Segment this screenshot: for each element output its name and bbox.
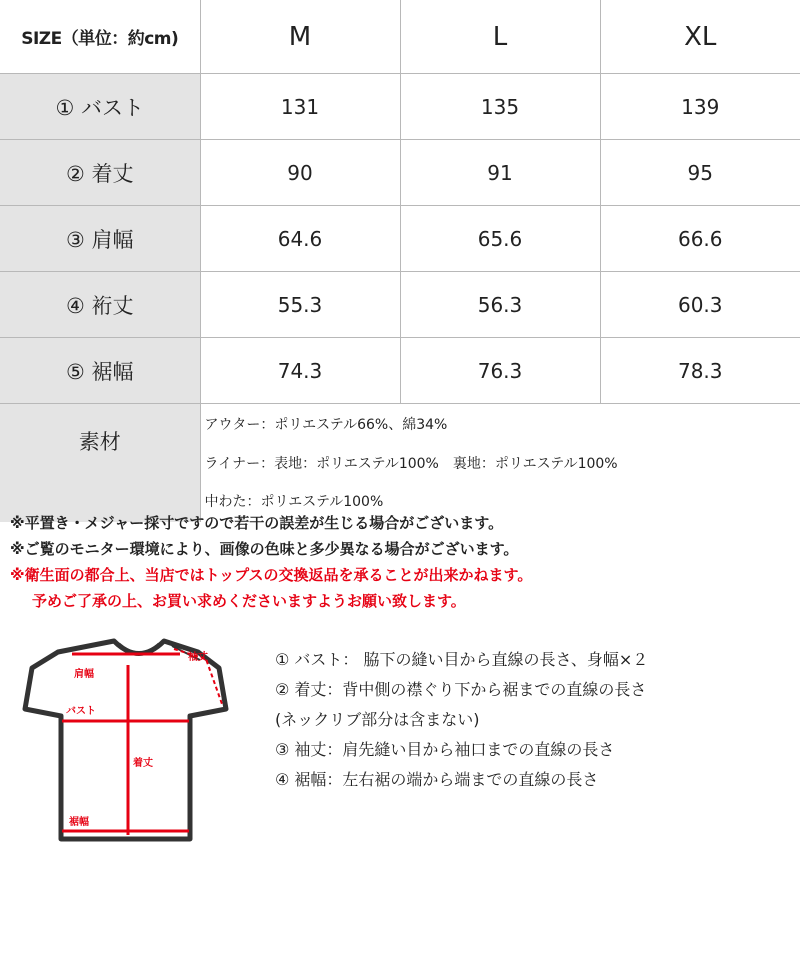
size-header-row [0,0,800,74]
cell-hem-m: 74.3 [200,338,400,404]
size-header-m: M [200,0,400,74]
table-row-hem [0,338,800,404]
material-details [200,404,800,522]
table-row-length [0,140,800,206]
note-measurement: ※平置き・メジャー採寸ですので若干の誤差が生じる場合がございます。 [10,514,504,532]
desc-bust: ① バスト： 脇下の縫い目から直線の長さ、身幅×２ [275,650,649,669]
cell-bust-m: 131 [200,74,400,140]
desc-length-note: (ネックリブ部分は含まない) [275,710,480,729]
garment-diagram [22,638,232,843]
diagram-label-sleeve: 袖丈 [188,652,208,663]
table-row-shoulder [0,206,800,272]
desc-sleeve: ③ 袖丈：肩先縫い目から袖口までの直線の長さ [275,740,615,759]
material-outer: アウター：ポリエステル66%、綿34% [204,417,448,433]
desc-length: ② 着丈：背中側の襟ぐり下から裾までの直線の長さ [275,680,647,699]
size-unit-label: SIZE（単位：約cm) [0,0,200,74]
cell-length-l: 91 [400,140,600,206]
cell-bust-xl: 139 [600,74,800,140]
desc-hem: ④ 裾幅：左右裾の端から端までの直線の長さ [275,770,599,789]
cell-length-xl: 95 [600,140,800,206]
notes [10,510,532,614]
row-label-length: ② 着丈 [0,140,200,206]
row-label-hem: ⑤ 裾幅 [0,338,200,404]
cell-sleeve-xl: 60.3 [600,272,800,338]
diagram-label-shoulder: 肩幅 [74,669,94,680]
note-hygiene: ※衛生面の都合上、当店ではトップスの交換返品を承ることが出来かねます。 [10,566,533,584]
cell-hem-l: 76.3 [400,338,600,404]
table-row-material [0,404,800,522]
material-liner: ライナー：表地：ポリエステル100% 裏地：ポリエステル100% [204,455,618,472]
cell-hem-xl: 78.3 [600,338,800,404]
size-header-l: L [400,0,600,74]
size-header-xl: XL [600,0,800,74]
material-padding: 中わた：ポリエステル100% [204,494,384,510]
tshirt-outline-icon [22,638,232,843]
table-row-sleeve [0,272,800,338]
material-label: 素材 [0,404,200,522]
cell-sleeve-m: 55.3 [200,272,400,338]
cell-sleeve-l: 56.3 [400,272,600,338]
cell-shoulder-xl: 66.6 [600,206,800,272]
cell-bust-l: 135 [400,74,600,140]
table-row-bust [0,74,800,140]
diagram-label-length: 着丈 [133,758,153,769]
row-label-shoulder: ③ 肩幅 [0,206,200,272]
note-monitor: ※ご覧のモニター環境により、画像の色味と多少異なる場合がございます。 [10,540,519,558]
cell-shoulder-m: 64.6 [200,206,400,272]
row-label-bust: ① バスト [0,74,200,140]
row-label-sleeve: ④ 裄丈 [0,272,200,338]
cell-shoulder-l: 65.6 [400,206,600,272]
note-acknowledge: 予めご了承の上、お買い求めくださいますようお願い致します。 [32,592,466,610]
cell-length-m: 90 [200,140,400,206]
diagram-label-bust: バスト [66,706,96,717]
diagram-label-hem: 裾幅 [69,817,89,828]
measurement-descriptions [275,645,648,795]
